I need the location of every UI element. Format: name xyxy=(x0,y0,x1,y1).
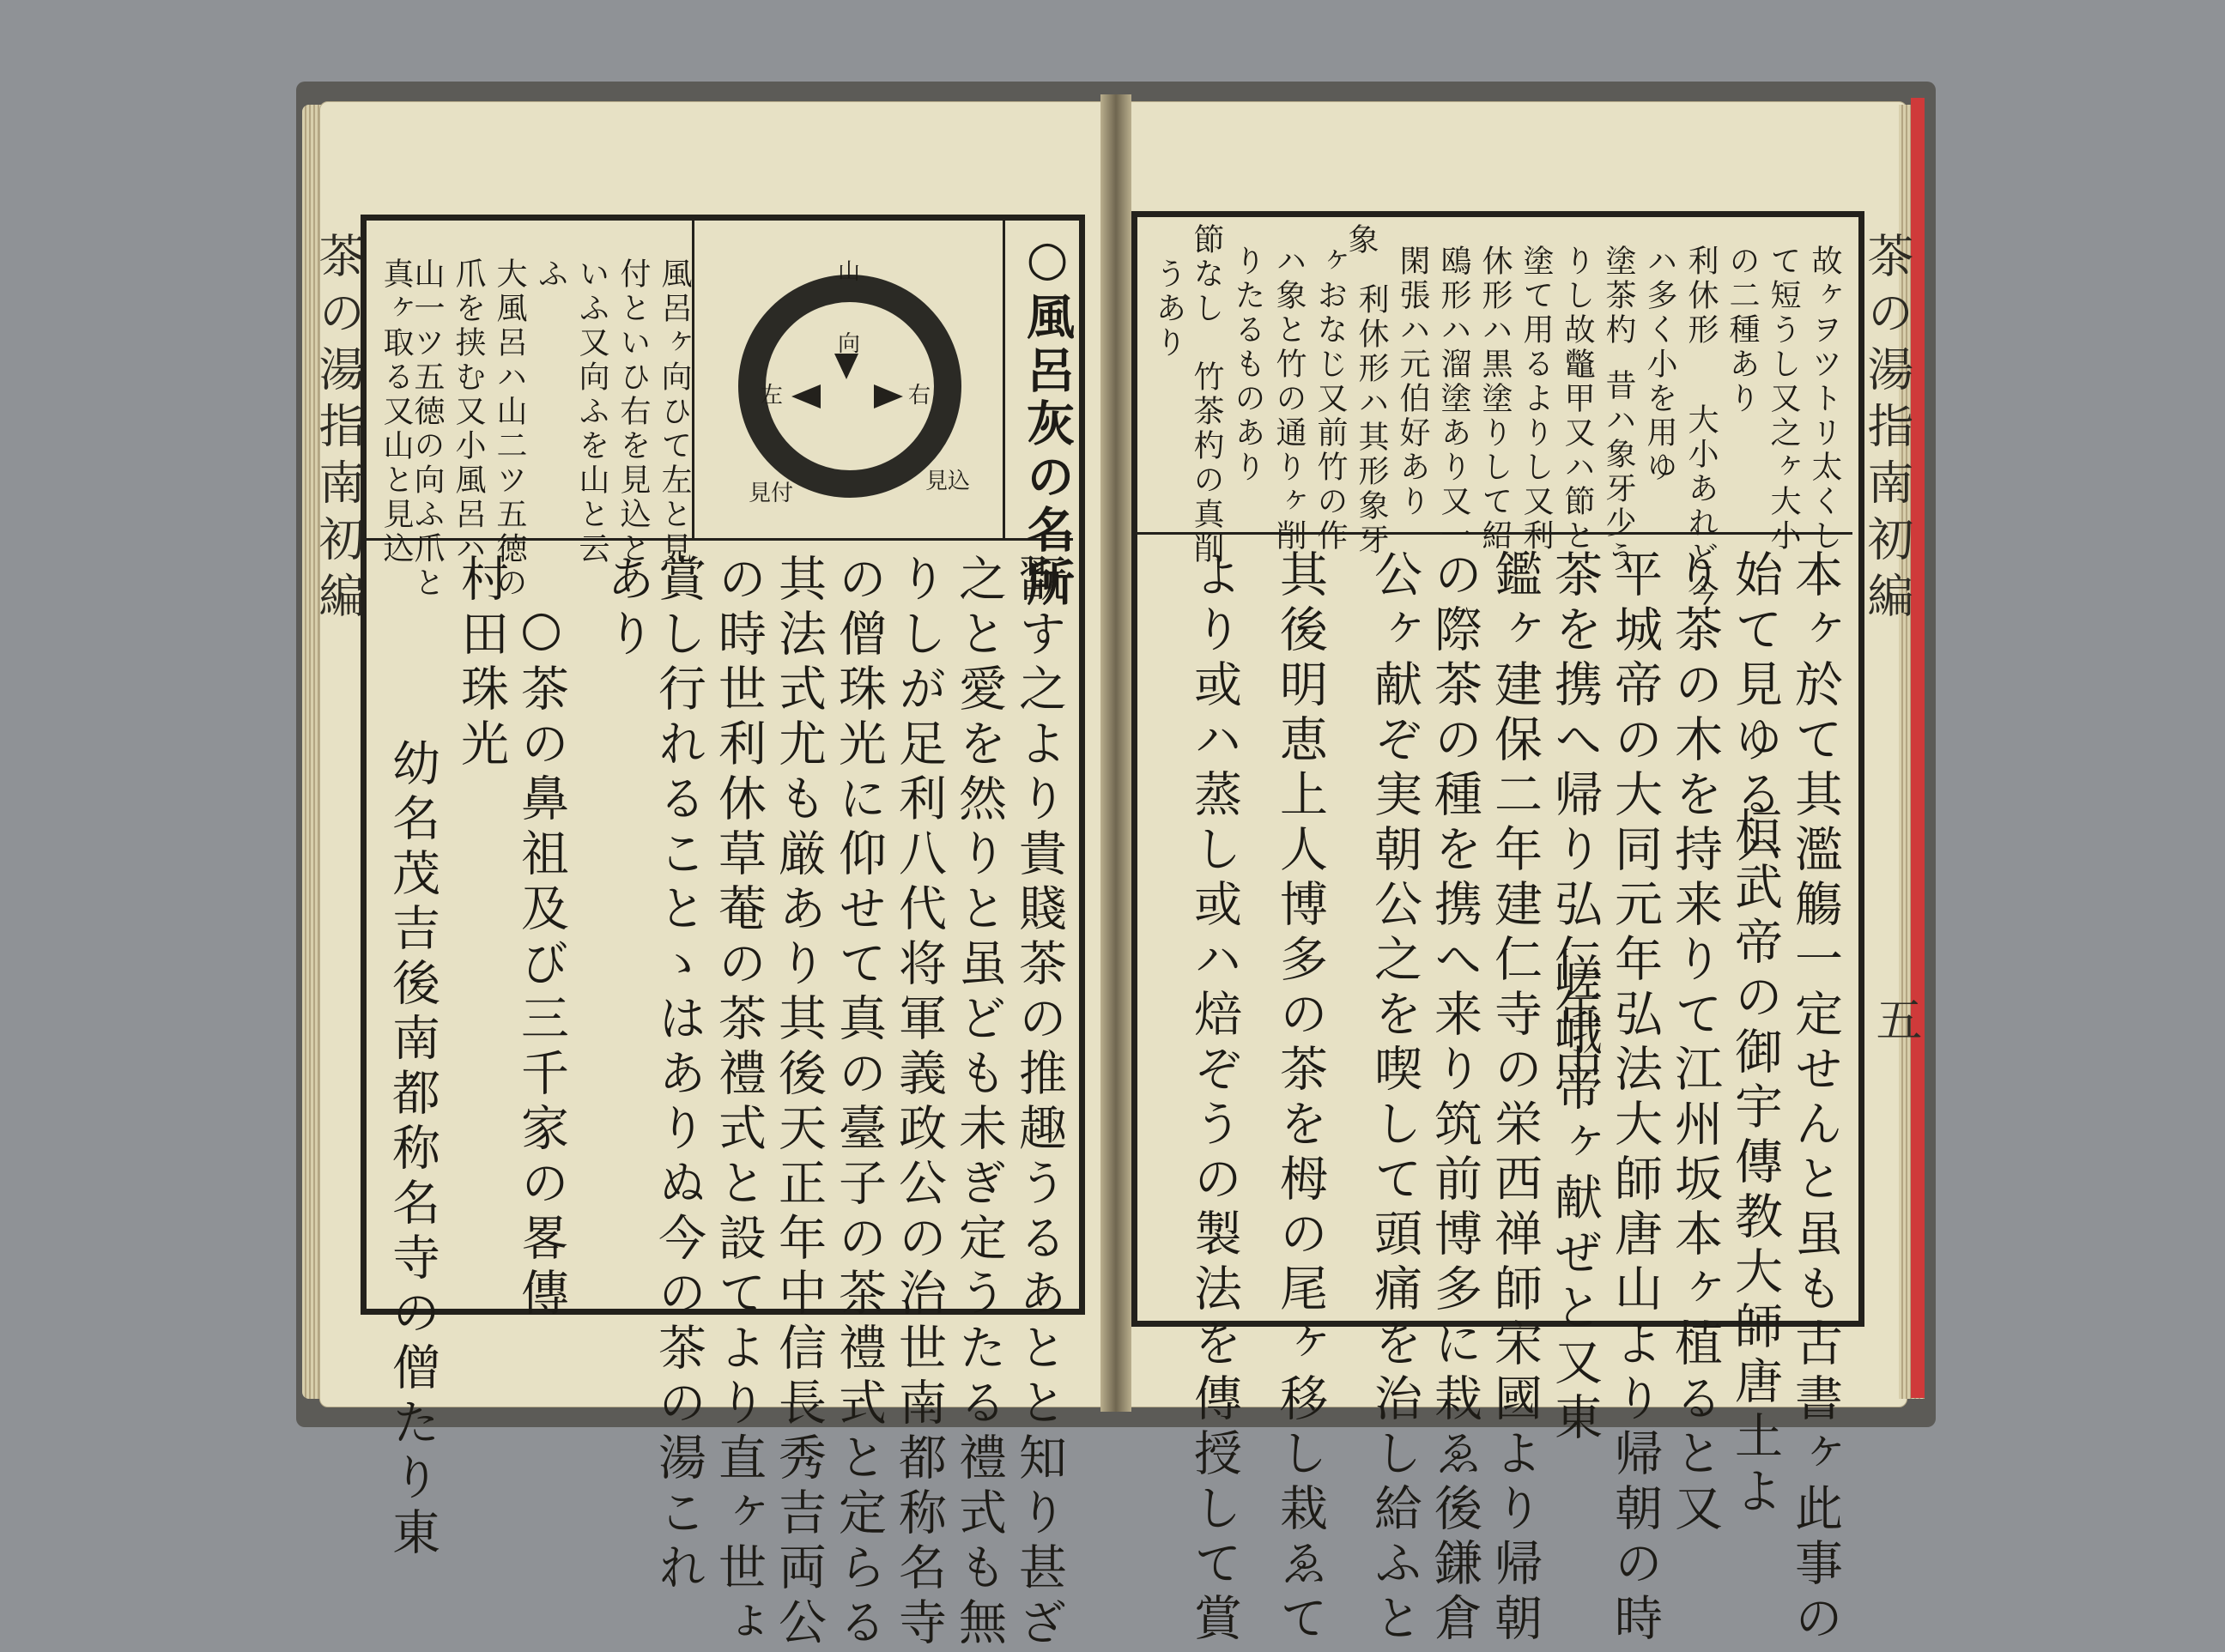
left-margin-title: 茶の湯指南初編 xyxy=(312,232,366,628)
right-upper-col-8: 昔ハ象牙少う xyxy=(1601,369,1636,575)
left-upper-col-5: 大風呂ハ山二ツ五徳の xyxy=(492,257,527,601)
right-upper-col-12: 鴎形ハ溜塗あり又一 xyxy=(1436,245,1471,554)
left-upper-col-2: 付といひ右を見込と xyxy=(615,257,651,566)
right-upper-col-19: 竹茶杓の真削 xyxy=(1189,360,1224,566)
right-margin-title: 茶の湯指南初編 xyxy=(1860,232,1914,628)
right-upper-heading-zou: 象 xyxy=(1343,223,1379,257)
left-lower-col-8: あり xyxy=(599,554,655,663)
left-upper-col-8: 真ヶ取る又山と見込 xyxy=(379,257,414,566)
right-upper-col-9: りし故鼈甲又ハ節と xyxy=(1560,245,1595,554)
diagram-label-migi: 右 xyxy=(908,383,931,408)
left-upper-col-6: 爪を挟む又小風呂ハ xyxy=(451,257,486,566)
right-upper-col-11: 休形ハ黒塗りして紹 xyxy=(1477,245,1513,554)
left-lower-col-1: 翫す之より貴賤茶の推趣うるあとと知り甚ざ xyxy=(1011,554,1067,1652)
left-lower-col-6: の時世利休草菴の茶禮式と設てより直ヶ世ょ xyxy=(711,554,767,1652)
right-upper-col-6: ハ多く小を用ゆ xyxy=(1642,245,1677,485)
right-lower-col-8: 鑑ヶ建保二年建仁寺の栄西禅師宋國より帰朝 xyxy=(1487,549,1543,1648)
left-upper-divider-b xyxy=(1003,221,1005,538)
book-gutter xyxy=(1100,94,1131,1412)
diagram-label-mukou: 向 xyxy=(838,331,861,357)
right-lower-col-11: 其後明恵上人博多の茶を栂の尾ヶ移し栽ゑて xyxy=(1272,549,1328,1648)
right-lower-col-2: 始て見ゆるハ xyxy=(1727,549,1783,879)
right-lower-col-12: より或ハ蒸し或ハ焙ぞうの製法を傳授して賞 xyxy=(1186,549,1242,1648)
right-upper-col-17: ハ象と竹の通りヶ削 xyxy=(1271,245,1307,554)
diagram-label-mikomi: 見込 xyxy=(925,469,971,494)
right-upper-col-10: 塗て用るよりし又利 xyxy=(1519,245,1554,554)
left-lower-col-5: 其法式尤も厳あり其後天正年中信長秀吉両公 xyxy=(771,554,827,1652)
left-lower-col-11: 幼名茂吉後南都称名寺の僧たり東 xyxy=(385,738,440,1562)
right-upper-col-21: うあり xyxy=(1151,257,1186,360)
diagram-gotoku-left xyxy=(791,384,821,408)
right-lower-col-4: り茶の木を持来りて江州坂本ヶ植ると又 xyxy=(1667,549,1723,1538)
diagram-label-mitsuke: 見付 xyxy=(749,481,794,506)
left-upper-col-4: ふ xyxy=(533,257,568,292)
diagram-label-yama: 山 xyxy=(838,259,861,285)
right-lower-col-10: 公ヶ献ぞ実朝公之を喫して頭痛を治し給ふと xyxy=(1367,549,1422,1648)
right-lower-col-5: 平城帝の大同元年弘法大師唐山より帰朝の時 xyxy=(1607,549,1663,1648)
left-upper-col-3: いふ又向ふを山と云 xyxy=(574,257,609,566)
right-upper-col-15: 利休形ハ其形象牙 xyxy=(1354,283,1389,558)
right-lower-col-1: 本ヶ於て其濫觴一定せんと虽も古書ヶ此事の xyxy=(1787,549,1843,1648)
right-upper-col-1: 故ヶヲツトリ太くし xyxy=(1807,245,1842,554)
left-upper-col-1: 風呂ヶ向ひて左と見 xyxy=(657,257,692,566)
right-upper-col-18: りたるものあり xyxy=(1230,245,1265,485)
left-lower-heading-founders: ○茶の鼻祖及び三千家の畧傳 xyxy=(513,601,569,1322)
right-lower-col-9: の際茶の種を携へ来り筑前博多に栽ゑ後鎌倉 xyxy=(1427,549,1482,1648)
diagram-gotoku-right xyxy=(874,384,903,408)
right-upper-heading-fushinashi: 節なし xyxy=(1189,223,1224,326)
left-lower-col-murata-shuko: 村田珠光 xyxy=(453,554,509,773)
page-number: 五 xyxy=(1869,995,1923,1052)
right-upper-col-2: て短うし又之ヶ大小 xyxy=(1766,245,1801,554)
right-lower-col-7: 嵯峨帝ヶ献ぜと又東 xyxy=(1547,953,1603,1447)
left-lower-col-4: の僧珠光に仰せて真の臺子の茶禮式と定らる xyxy=(831,554,887,1652)
section-heading-furo-ash: ○風呂灰の名所 xyxy=(1019,230,1076,611)
right-upper-col-13: 閑張ハ元伯好あり xyxy=(1395,245,1430,519)
right-lower-col-6: 茶を携へ帰り弘仁年中 xyxy=(1547,549,1603,1098)
left-lower-col-3: りしが足利八代将軍義政公の治世南都称名寺 xyxy=(891,554,947,1652)
right-upper-col-7: 塗茶杓 xyxy=(1601,245,1636,348)
right-upper-col-4: 利休形 xyxy=(1683,245,1719,348)
diagram-gotoku-top xyxy=(834,354,858,379)
right-lower-col-3: 桓武帝の御宇傳教大師唐土よ xyxy=(1727,807,1783,1521)
left-lower-col-7: 賞し行れることゝはありぬ今の茶の湯これ xyxy=(651,554,706,1597)
right-upper-col-16: ヶおなじ又前竹の作 xyxy=(1313,245,1348,554)
left-lower-col-2: 之と愛を然りと虽ども未ぎ定うたる禮式も無 xyxy=(951,554,1007,1652)
diagram-label-hidari: 左 xyxy=(761,383,784,408)
right-upper-col-3: の二種あり xyxy=(1725,245,1760,416)
right-upper-col-5: 大小あれど今 xyxy=(1683,403,1719,609)
left-upper-col-7: 山一ツ五徳の向ふ爪と xyxy=(409,257,445,601)
